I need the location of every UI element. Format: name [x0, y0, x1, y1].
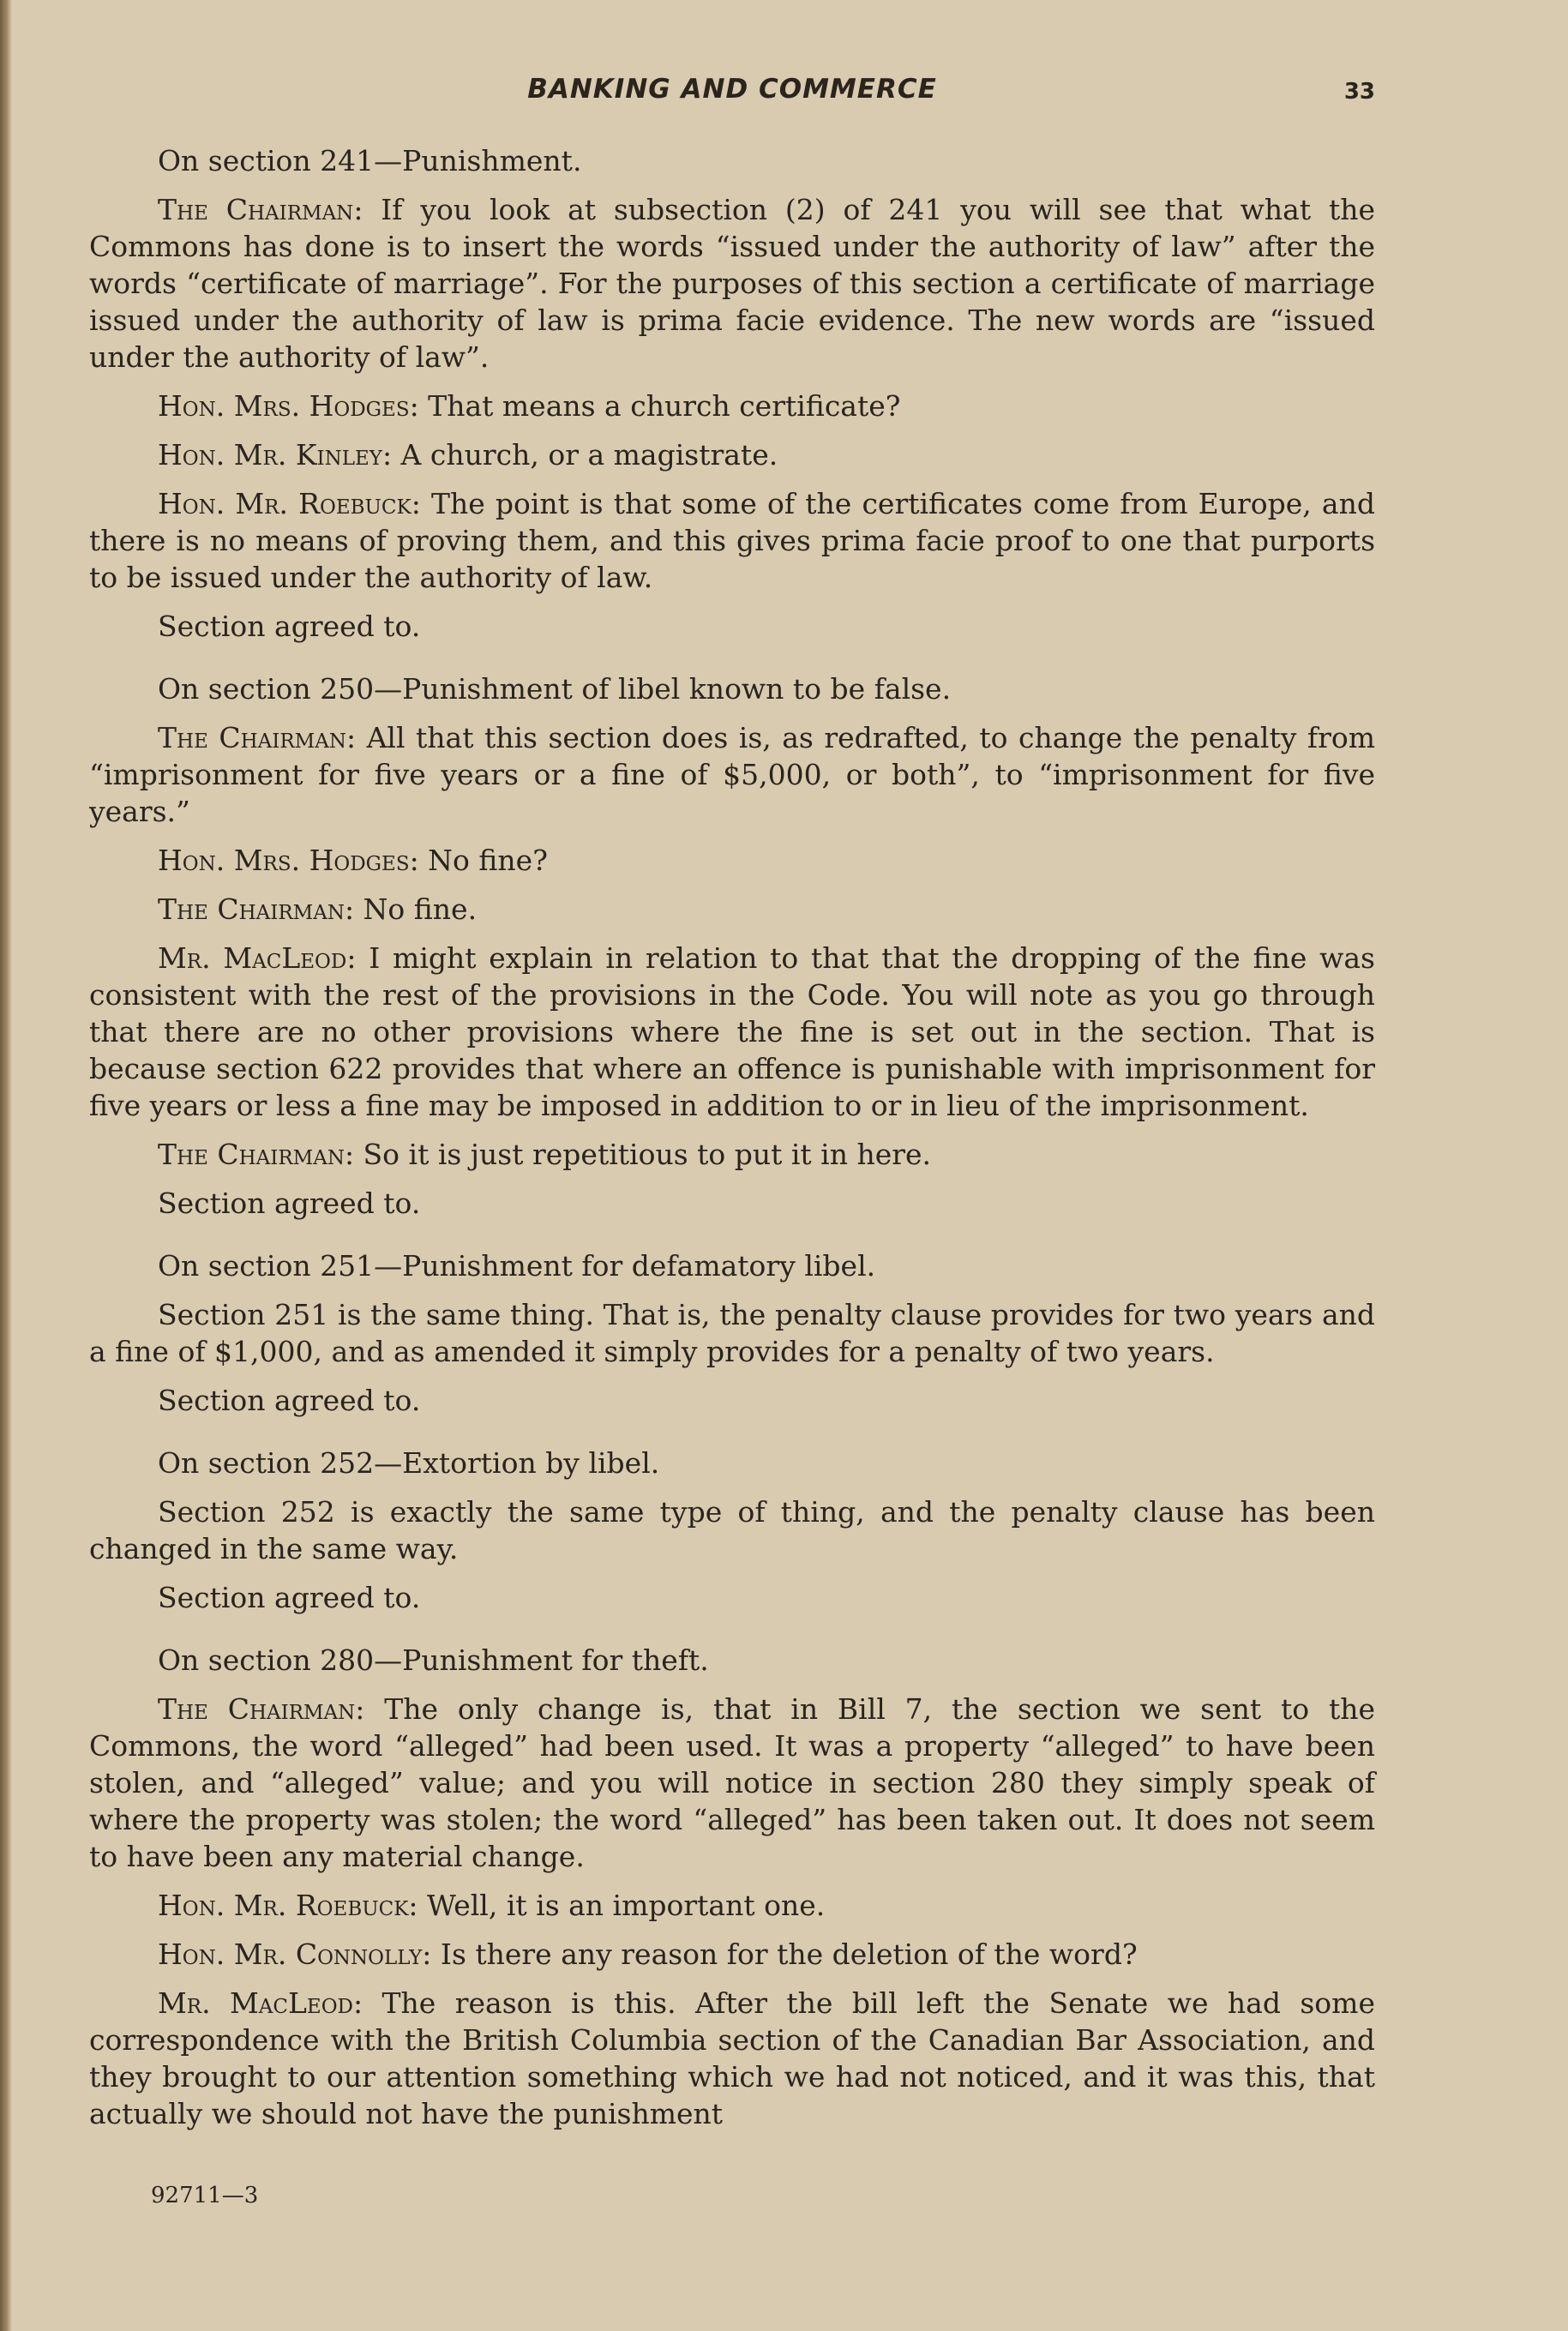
speech-paragraph: Hon. Mrs. Hodges: That means a church certificate?	[158, 389, 901, 423]
speaker-name: The Chairman	[158, 892, 345, 926]
speech-paragraph: The Chairman: No fine.	[158, 892, 478, 926]
speaker-name: The Chairman	[158, 1138, 345, 1171]
section-heading: On section 252—Extortion by libel.	[158, 1446, 660, 1480]
speech-paragraph: The Chairman: All that this section does is, as redrafted, to change the penalty from “imprisonment for five years or a fine of $5,000, or both”, to “imprisonment for five years.”	[89, 721, 1376, 828]
speech-paragraph: Hon. Mr. Roebuck: The point is that some of the certificates come from Europe, and there is no means of proving them, and this gives prima facie proof to one that purports to be issued under the authority of law.	[89, 487, 1375, 594]
speaker-name: Mr. MacLeod	[158, 1986, 354, 2020]
binding-edge	[0, 0, 12, 2331]
section-agreed: Section agreed to.	[158, 1384, 421, 1417]
speaker-name: The Chairman	[158, 193, 354, 226]
speech-paragraph: Hon. Mrs. Hodges: No fine?	[158, 844, 548, 877]
speaker-name: Hon. Mrs. Hodges	[158, 844, 410, 877]
speech-paragraph: The Chairman: So it is just repetitious to put it in here.	[158, 1138, 932, 1171]
speech-paragraph: Hon. Mr. Roebuck: Well, it is an important one.	[158, 1889, 826, 1922]
section-heading: On section 241—Punishment.	[158, 144, 582, 177]
printer-signature: 92711—3	[151, 2183, 259, 2208]
section-agreed: Section agreed to.	[158, 1581, 421, 1614]
speaker-name: Hon. Mr. Roebuck	[158, 1889, 409, 1922]
speaker-name: Hon. Mr. Connolly	[158, 1937, 423, 1971]
speech-paragraph: Mr. MacLeod: The reason is this. After the bill left the Senate we had some correspondence with the British Columbia section of the Canadian Bar Association, and they brought to our attention something which we had not noticed, and it was this, that actually we should not have the punishment	[89, 1986, 1375, 2130]
body-paragraph: Section 252 is exactly the same type of thing, and the penalty clause has been changed in the same way.	[89, 1495, 1375, 1565]
page	[89, 74, 1375, 2144]
running-head: BANKING AND COMMERCE	[527, 74, 937, 105]
speech-paragraph: Hon. Mr. Kinley: A church, or a magistrate.	[158, 438, 778, 472]
section-heading: On section 250—Punishment of libel known to be false.	[158, 672, 952, 706]
speaker-name: Hon. Mr. Roebuck	[158, 487, 412, 520]
speaker-name: Hon. Mr. Kinley	[158, 438, 382, 472]
speech-paragraph: The Chairman: The only change is, that in Bill 7, the section we sent to the Commons, the word “alleged” had been used. It was a property “alleged” to have been stolen, and “alleged” value; and you will notice in section 280 they simply speak of where the property was stolen; the word “alleged” has been taken out. It does not seem to have been any material change.	[89, 1692, 1375, 1873]
speaker-name: Hon. Mrs. Hodges	[158, 389, 410, 423]
section-agreed: Section agreed to.	[158, 610, 421, 643]
speech-paragraph: Mr. MacLeod: I might explain in relation to that that the dropping of the fine was consistent with the rest of the provisions in the Code. You will note as you go through that there are no other provisions where the fine is set out in the section. That is because section 622 provides that where an offence is punishable with imprisonment for five years or less a fine may be imposed in addition to or in lieu of the imprisonment.	[89, 941, 1375, 1122]
speaker-name: Mr. MacLeod	[158, 941, 347, 975]
speech-paragraph: Hon. Mr. Connolly: Is there any reason for the deletion of the word?	[158, 1937, 1138, 1971]
section-agreed: Section agreed to.	[158, 1187, 421, 1220]
speaker-name: The Chairman	[158, 721, 346, 754]
speech-paragraph: The Chairman: If you look at subsection (2) of 241 you will see that what the Commons has done is to insert the words “issued under the authority of law” after the words “certificate of marriage”. For the purposes of this section a certificate of marriage issued under the authority of law is prima facie evidence. The new words are “issued under the authority of law”.	[89, 193, 1375, 374]
body-paragraph: Section 251 is the same thing. That is, the penalty clause provides for two years and a fine of $1,000, and as amended it simply provides for a penalty of two years.	[89, 1298, 1375, 1368]
page-header	[89, 74, 1375, 117]
speaker-name: The Chairman	[158, 1692, 356, 1726]
section-heading: On section 280—Punishment for theft.	[158, 1643, 709, 1677]
page-number: 33	[1343, 79, 1375, 105]
section-heading: On section 251—Punishment for defamatory libel.	[158, 1249, 876, 1283]
